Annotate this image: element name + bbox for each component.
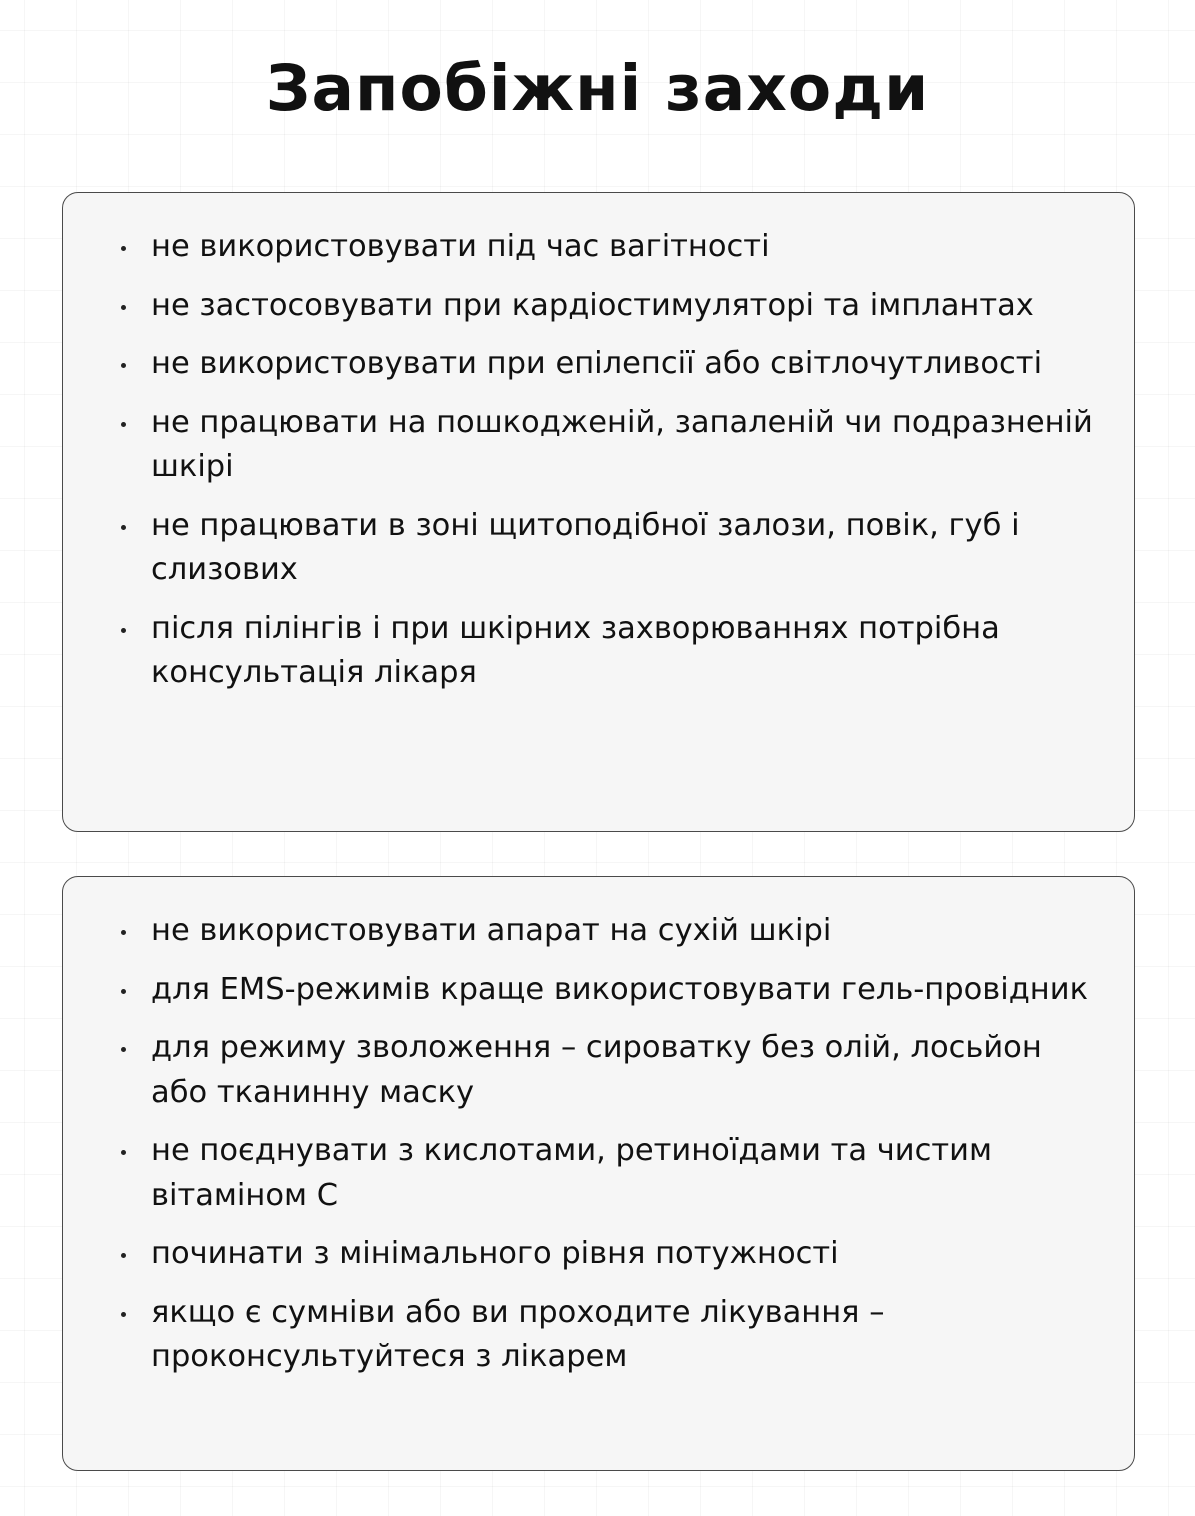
bullet-list <box>63 225 1134 696</box>
list-item-text: не застосовувати при кардіостимуляторі та імплантах <box>151 287 1034 323</box>
list-item <box>63 504 1134 593</box>
precautions-card-usage-tips <box>62 876 1135 1471</box>
list-item-text: не використовувати під час вагітності <box>151 229 770 264</box>
list-item <box>63 1129 1134 1218</box>
list-item <box>63 1291 1134 1380</box>
bullet-dot-icon <box>121 1253 126 1258</box>
list-item <box>63 1232 1134 1277</box>
list-item <box>63 968 1134 1013</box>
bullet-dot-icon <box>121 246 126 251</box>
list-item-text: для режиму зволоження – сироватку без олій, лосьйон або тканинну маску <box>151 1030 1042 1110</box>
list-item-text: для EMS-режимів краще використовувати гель-провідник <box>151 971 1088 1007</box>
page-title: Запобіжні заходи <box>265 52 930 125</box>
bullet-dot-icon <box>121 930 126 935</box>
list-item-text: якщо є сумніви або ви проходите лікування – проконсультуйтеся з лікарем <box>151 1294 885 1374</box>
list-item <box>63 401 1134 490</box>
list-item <box>63 284 1134 329</box>
precautions-card-contraindications <box>62 192 1135 832</box>
list-item <box>63 342 1134 387</box>
bullet-dot-icon <box>121 1312 126 1317</box>
list-item <box>63 909 1134 954</box>
bullet-list <box>63 909 1134 1380</box>
bullet-dot-icon <box>121 1150 126 1155</box>
list-item-text: не працювати на пошкодженій, запаленій чи подразненій шкірі <box>151 404 1093 484</box>
list-item-text: не використовувати при епілепсії або світлочутливості <box>151 346 1043 381</box>
list-item-text: не поєднувати з кислотами, ретиноїдами та чистим вітаміном С <box>151 1133 992 1213</box>
list-item <box>63 225 1134 270</box>
bullet-dot-icon <box>121 525 126 530</box>
list-item <box>63 607 1134 696</box>
bullet-dot-icon <box>121 305 126 310</box>
bullet-dot-icon <box>121 628 126 633</box>
bullet-dot-icon <box>121 422 126 427</box>
list-item-text: не використовувати апарат на сухій шкірі <box>151 913 832 948</box>
list-item-text: не працювати в зоні щитоподібної залози, повік, губ і слизових <box>151 507 1020 587</box>
list-item-text: після пілінгів і при шкірних захворюваннях потрібна консультація лікаря <box>151 610 1000 690</box>
bullet-dot-icon <box>121 363 126 368</box>
list-item-text: починати з мінімального рівня потужності <box>151 1236 839 1271</box>
bullet-dot-icon <box>121 1047 126 1052</box>
list-item <box>63 1026 1134 1115</box>
bullet-dot-icon <box>121 989 126 994</box>
